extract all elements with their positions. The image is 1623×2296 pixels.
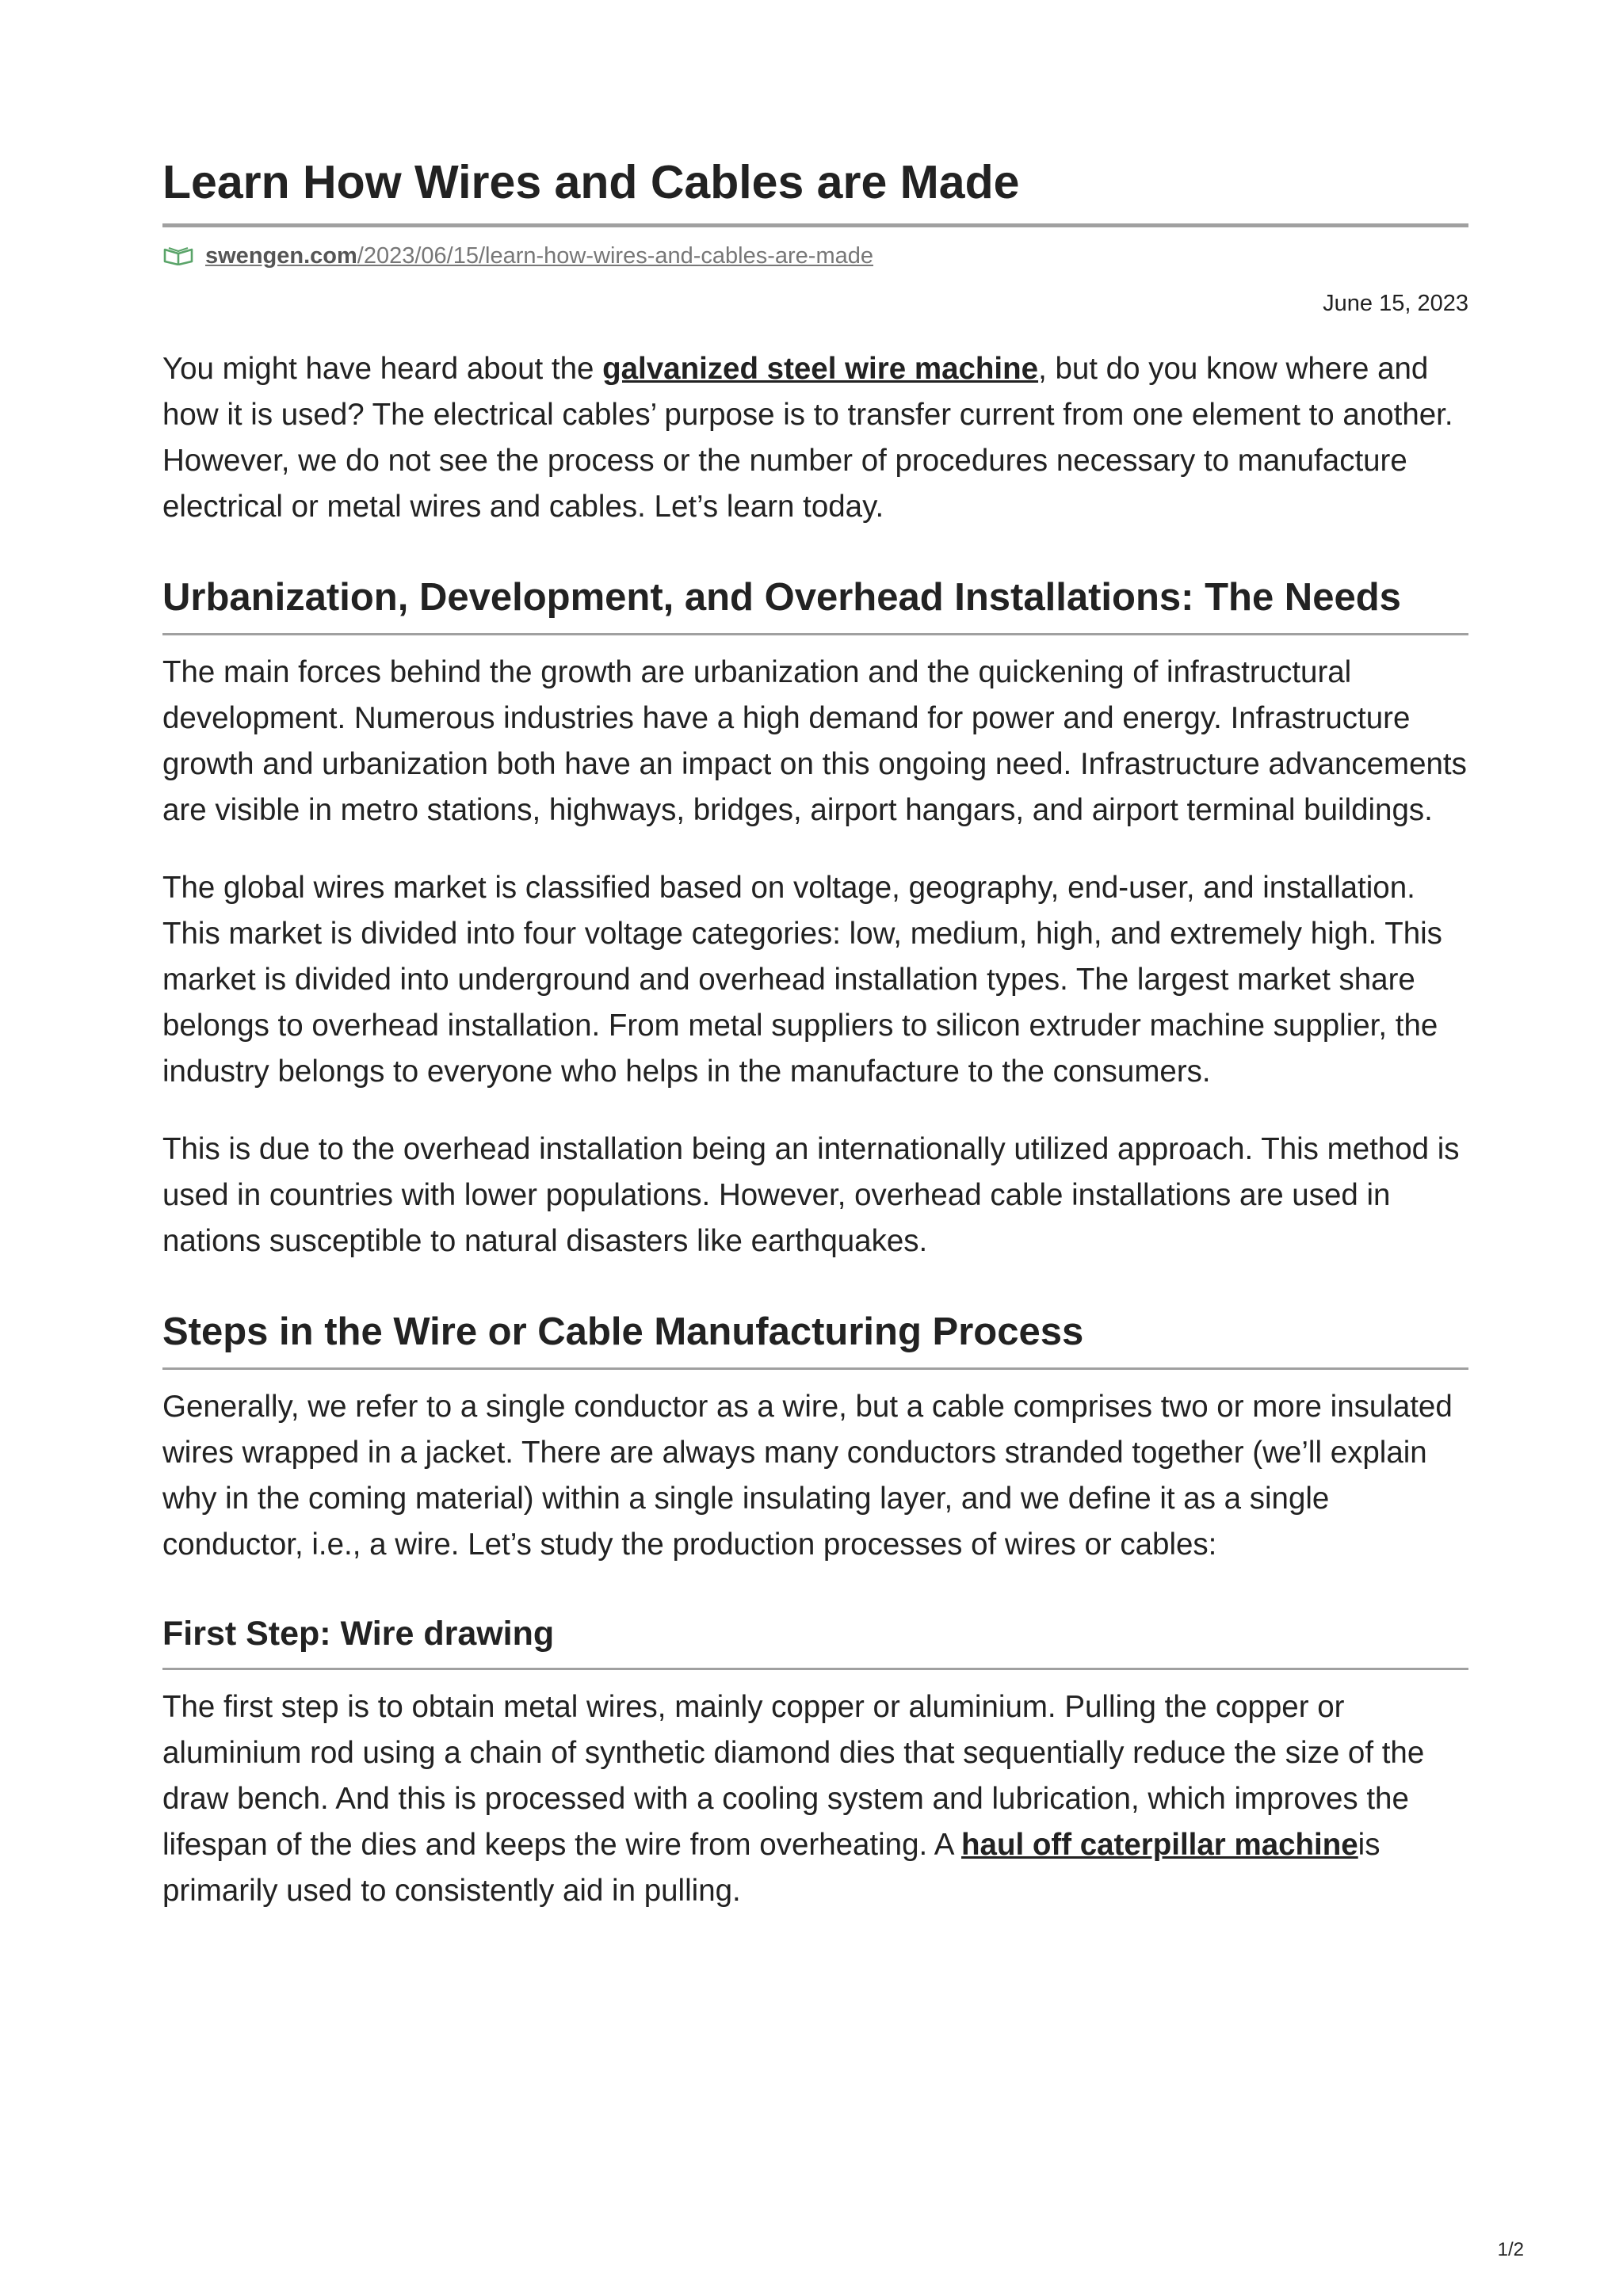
haul-off-caterpillar-machine-link[interactable]: haul off caterpillar machine	[961, 1828, 1358, 1862]
publish-date: June 15, 2023	[1323, 291, 1468, 316]
article	[162, 151, 1468, 1914]
wire-drawing-text-after: is primarily used to consistently aid in pulling.	[162, 1828, 1381, 1908]
section-heading-urbanization: Urbanization, Development, and Overhead Installations: The Needs	[162, 573, 1468, 635]
galvanized-steel-wire-machine-link[interactable]: galvanized steel wire machine	[602, 352, 1039, 386]
subsection-heading-wire-drawing: First Step: Wire drawing	[162, 1611, 1468, 1670]
intro-text-after: , but do you know where and how it is used? The electrical cables’ purpose is to transfer current from one element to another. However, we do not see the process or the number of procedures necessary to manufacture electrical or metal wires and cables. Let’s learn today.	[162, 352, 1453, 524]
paragraph-market: The global wires market is classified based on voltage, geography, end-user, and installation. This market is divided into four voltage categories: low, medium, high, and extremely high. This market is divided into underground and overhead installation types. The largest market share belongs to overhead installation. From metal suppliers to silicon extruder machine supplier, the industry belongs to everyone who helps in the manufacture to the consumers.	[162, 871, 1442, 1089]
paragraph-wire-drawing	[162, 1684, 1468, 1914]
paragraph-overhead: This is due to the overhead installation being an internationally utilized approach. This method is used in countries with lower populations. However, overhead cable installations are used in nations susceptible to natural disasters like earthquakes.	[162, 1132, 1460, 1258]
source-path: /2023/06/15/learn-how-wires-and-cables-are-made	[357, 242, 874, 269]
source-domain: swengen.com	[205, 242, 357, 269]
source-line	[162, 238, 1468, 273]
paragraph-conductors: Generally, we refer to a single conductor as a wire, but a cable comprises two or more insulated wires wrapped in a jacket. There are always many conductors stranded together (we’ll explain why in the coming material) within a single insulating layer, and we define it as a single conductor, i.e., a wire. Let’s study the production processes of wires or cables:	[162, 1390, 1453, 1562]
page-number: 1/2	[1497, 2239, 1524, 2260]
intro-text-before: You might have heard about the	[162, 352, 603, 386]
book-icon	[162, 246, 194, 265]
intro-paragraph	[162, 346, 1468, 530]
page-title: Learn How Wires and Cables are Made	[162, 151, 1468, 227]
source-link[interactable]	[205, 243, 873, 269]
section-heading-steps: Steps in the Wire or Cable Manufacturing Process	[162, 1307, 1468, 1370]
wire-drawing-text-before: The first step is to obtain metal wires, mainly copper or aluminium. Pulling the copper or aluminium rod using a chain of synthetic diamond dies that sequentially reduce the size of the draw bench. And this is processed with a cooling system and lubrication, which improves the lifespan of the dies and keeps the wire from overheating. A	[162, 1690, 1425, 1862]
paragraph-growth: The main forces behind the growth are urbanization and the quickening of infrastructural development. Numerous industries have a high demand for power and energy. Infrastructure growth and urbanization both have an impact on this ongoing need. Infrastructure advancements are visible in metro stations, highways, bridges, airport hangars, and airport terminal buildings.	[162, 655, 1467, 827]
